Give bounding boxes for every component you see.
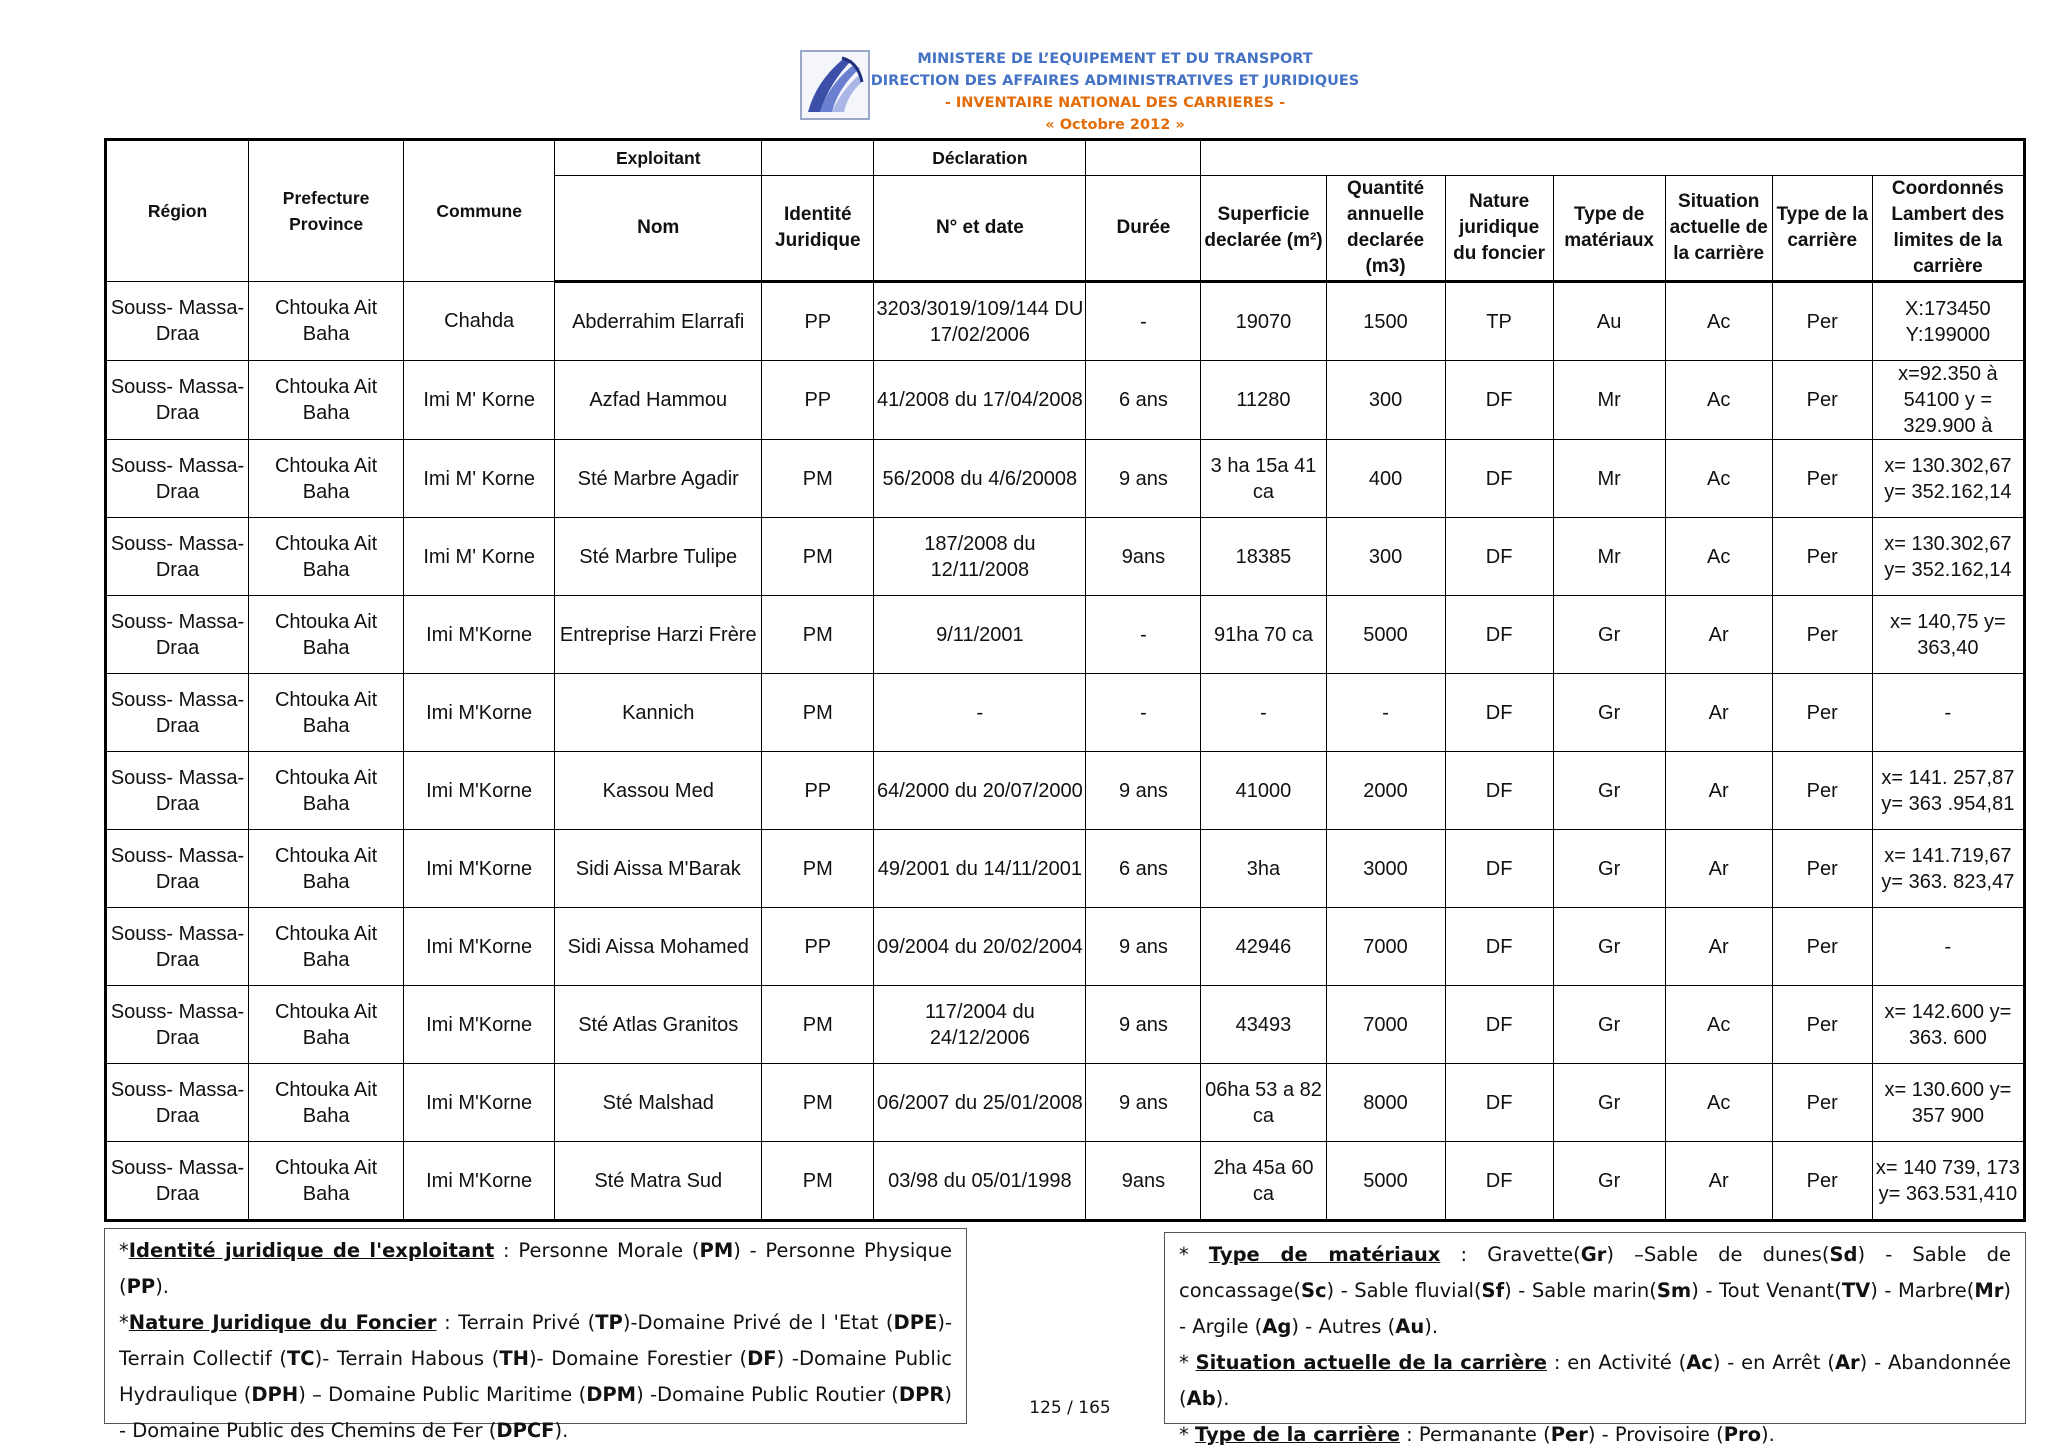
cell-numero: - — [874, 674, 1086, 752]
cell-region: Souss- Massa-Draa — [106, 518, 249, 596]
cell-region: Souss- Massa-Draa — [106, 830, 249, 908]
cell-coord: x= 140,75 y= 363,40 — [1872, 596, 2024, 674]
cell-duree: 9 ans — [1086, 1064, 1201, 1142]
cell-numero: 64/2000 du 20/07/2000 — [874, 752, 1086, 830]
group-empty-2 — [1086, 140, 1201, 176]
legend-materiaux: * Type de matériaux : Gravette(Gr) –Sable de dunes(Sd) - Sable de concassage(Sc) - Sable fluvial(Sf) - Sable marin(Sm) - Tout Venant(TV) - Marbre(Mr) - Argile (Ag) - Autres (Au). — [1179, 1243, 2011, 1338]
cell-numero: 9/11/2001 — [874, 596, 1086, 674]
cell-duree: - — [1086, 674, 1201, 752]
table-row — [106, 752, 2025, 830]
table-row — [106, 1064, 2025, 1142]
cell-duree: 6 ans — [1086, 361, 1201, 440]
cell-coord: x= 140 739, 173 y= 363.531,410 — [1872, 1142, 2024, 1221]
cell-type: Per — [1772, 282, 1872, 361]
table-row — [106, 908, 2025, 986]
cell-numero: 49/2001 du 14/11/2001 — [874, 830, 1086, 908]
cell-region: Souss- Massa-Draa — [106, 1142, 249, 1221]
cell-coord: x= 130.600 y= 357 900 — [1872, 1064, 2024, 1142]
col-superficie: Superficie declarée (m²) — [1201, 176, 1326, 282]
col-identite: Identité Juridique — [762, 176, 874, 282]
legend-identite: *Identité juridique de l'exploitant : Personne Morale (PM) - Personne Physique (PP). — [119, 1239, 952, 1298]
table-row — [106, 986, 2025, 1064]
cell-quantite: 1500 — [1326, 282, 1445, 361]
cell-duree: 9ans — [1086, 518, 1201, 596]
cell-prefecture: Chtouka Ait Baha — [249, 440, 404, 518]
col-commune: Commune — [404, 140, 555, 282]
cell-type: Per — [1772, 440, 1872, 518]
cell-materiaux: Gr — [1553, 830, 1665, 908]
cell-identite: PP — [762, 282, 874, 361]
cell-type: Per — [1772, 674, 1872, 752]
group-declaration: Déclaration — [874, 140, 1086, 176]
cell-nature: TP — [1445, 282, 1553, 361]
cell-nom: Sté Matra Sud — [555, 1142, 762, 1221]
cell-duree: 9 ans — [1086, 440, 1201, 518]
cell-numero: 06/2007 du 25/01/2008 — [874, 1064, 1086, 1142]
cell-duree: 9 ans — [1086, 908, 1201, 986]
cell-type: Per — [1772, 596, 1872, 674]
cell-prefecture: Chtouka Ait Baha — [249, 518, 404, 596]
cell-prefecture: Chtouka Ait Baha — [249, 830, 404, 908]
header-inventory: - INVENTAIRE NATIONAL DES CARRIERES - — [944, 95, 1286, 111]
cell-situation: Ar — [1665, 596, 1772, 674]
cell-quantite: 7000 — [1326, 986, 1445, 1064]
cell-materiaux: Gr — [1553, 1142, 1665, 1221]
cell-commune: Chahda — [404, 282, 555, 361]
cell-coord: - — [1872, 908, 2024, 986]
cell-superficie: 11280 — [1201, 361, 1326, 440]
cell-superficie: 19070 — [1201, 282, 1326, 361]
cell-region: Souss- Massa-Draa — [106, 908, 249, 986]
cell-commune: Imi M'Korne — [404, 1142, 555, 1221]
col-duree: Durée — [1086, 176, 1201, 282]
cell-identite: PM — [762, 596, 874, 674]
legend-situation: * Situation actuelle de la carrière : en Activité (Ac) - en Arrêt (Ar) - Abandonnée (Ab). — [1179, 1351, 2011, 1410]
table-row — [106, 596, 2025, 674]
cell-superficie: - — [1201, 674, 1326, 752]
cell-prefecture: Chtouka Ait Baha — [249, 361, 404, 440]
cell-duree: 9ans — [1086, 1142, 1201, 1221]
cell-commune: Imi M'Korne — [404, 1064, 555, 1142]
group-empty-1 — [762, 140, 874, 176]
cell-identite: PP — [762, 361, 874, 440]
cell-superficie: 42946 — [1201, 908, 1326, 986]
legend-type-carriere: * Type de la carrière : Permanante (Per) - Provisoire (Pro). — [1179, 1423, 1775, 1446]
cell-situation: Ac — [1665, 440, 1772, 518]
cell-nature: DF — [1445, 596, 1553, 674]
cell-region: Souss- Massa-Draa — [106, 1064, 249, 1142]
cell-superficie: 3 ha 15a 41 ca — [1201, 440, 1326, 518]
cell-coord: x= 141. 257,87 y= 363 .954,81 — [1872, 752, 2024, 830]
table-body — [106, 282, 2025, 1221]
cell-type: Per — [1772, 518, 1872, 596]
cell-situation: Ac — [1665, 518, 1772, 596]
cell-nom: Sté Marbre Agadir — [555, 440, 762, 518]
cell-duree: 6 ans — [1086, 830, 1201, 908]
cell-numero: 3203/3019/109/144 DU 17/02/2006 — [874, 282, 1086, 361]
cell-situation: Ac — [1665, 361, 1772, 440]
header-ministry: MINISTERE DE L’EQUIPEMENT ET DU TRANSPORT — [917, 51, 1313, 67]
ministry-logo-icon — [800, 50, 870, 120]
cell-superficie: 06ha 53 a 82 ca — [1201, 1064, 1326, 1142]
cell-duree: - — [1086, 596, 1201, 674]
cell-region: Souss- Massa-Draa — [106, 596, 249, 674]
cell-nom: Sté Malshad — [555, 1064, 762, 1142]
cell-situation: Ac — [1665, 282, 1772, 361]
cell-nom: Azfad Hammou — [555, 361, 762, 440]
cell-type: Per — [1772, 1142, 1872, 1221]
cell-commune: Imi M' Korne — [404, 518, 555, 596]
cell-identite: PP — [762, 908, 874, 986]
table-row — [106, 518, 2025, 596]
cell-commune: Imi M'Korne — [404, 752, 555, 830]
cell-region: Souss- Massa-Draa — [106, 986, 249, 1064]
cell-nature: DF — [1445, 986, 1553, 1064]
cell-prefecture: Chtouka Ait Baha — [249, 674, 404, 752]
legend-right — [1164, 1232, 2026, 1446]
col-prefecture: Prefecture Province — [249, 140, 404, 282]
table-row — [106, 830, 2025, 908]
cell-nom: Kannich — [555, 674, 762, 752]
cell-nom: Abderrahim Elarrafi — [555, 282, 762, 361]
table-row — [106, 282, 2025, 361]
cell-situation: Ar — [1665, 752, 1772, 830]
cell-quantite: 5000 — [1326, 596, 1445, 674]
cell-coord: x=92.350 à 54100 y = 329.900 à — [1872, 361, 2024, 440]
cell-quantite: 300 — [1326, 361, 1445, 440]
col-quantite: Quantité annuelle declarée (m3) — [1326, 176, 1445, 282]
cell-situation: Ar — [1665, 830, 1772, 908]
cell-type: Per — [1772, 752, 1872, 830]
cell-nature: DF — [1445, 674, 1553, 752]
cell-prefecture: Chtouka Ait Baha — [249, 908, 404, 986]
cell-situation: Ar — [1665, 674, 1772, 752]
cell-coord: - — [1872, 674, 2024, 752]
cell-prefecture: Chtouka Ait Baha — [249, 282, 404, 361]
cell-commune: Imi M'Korne — [404, 674, 555, 752]
cell-numero: 56/2008 du 4/6/20008 — [874, 440, 1086, 518]
cell-identite: PM — [762, 830, 874, 908]
cell-nature: DF — [1445, 830, 1553, 908]
cell-materiaux: Gr — [1553, 752, 1665, 830]
col-situation: Situation actuelle de la carrière — [1665, 176, 1772, 282]
cell-commune: Imi M'Korne — [404, 596, 555, 674]
page-number: 125 / 165 — [1029, 1398, 1111, 1418]
cell-identite: PM — [762, 986, 874, 1064]
cell-quantite: 7000 — [1326, 908, 1445, 986]
cell-superficie: 91ha 70 ca — [1201, 596, 1326, 674]
cell-type: Per — [1772, 908, 1872, 986]
cell-numero: 187/2008 du 12/11/2008 — [874, 518, 1086, 596]
cell-coord: x= 130.302,67 y= 352.162,14 — [1872, 518, 2024, 596]
cell-identite: PM — [762, 440, 874, 518]
cell-identite: PM — [762, 518, 874, 596]
col-type-materiaux: Type de matériaux — [1553, 176, 1665, 282]
cell-nature: DF — [1445, 1142, 1553, 1221]
col-nature: Nature juridique du foncier — [1445, 176, 1553, 282]
cell-duree: - — [1086, 282, 1201, 361]
cell-superficie: 2ha 45a 60 ca — [1201, 1142, 1326, 1221]
cell-type: Per — [1772, 830, 1872, 908]
cell-region: Souss- Massa-Draa — [106, 361, 249, 440]
cell-nature: DF — [1445, 752, 1553, 830]
quarry-table — [104, 138, 2026, 1222]
cell-identite: PM — [762, 674, 874, 752]
cell-identite: PM — [762, 1064, 874, 1142]
cell-commune: Imi M'Korne — [404, 908, 555, 986]
cell-quantite: - — [1326, 674, 1445, 752]
cell-quantite: 2000 — [1326, 752, 1445, 830]
cell-materiaux: Gr — [1553, 908, 1665, 986]
cell-quantite: 5000 — [1326, 1142, 1445, 1221]
cell-quantite: 3000 — [1326, 830, 1445, 908]
legend-nature: *Nature Juridique du Foncier : Terrain Privé (TP)-Domaine Privé de l 'Etat (DPE)- Terrain Collectif (TC)- Terrain Habous (TH)- Domaine Forestier (DF) -Domaine Public Hydraulique (DPH) – Domaine Public Maritime (DPM) -Domaine Public Routier (DPR) - Domaine Public des Chemins de Fer (DPCF). — [119, 1311, 952, 1442]
cell-nature: DF — [1445, 1064, 1553, 1142]
cell-region: Souss- Massa-Draa — [106, 752, 249, 830]
cell-superficie: 3ha — [1201, 830, 1326, 908]
col-region: Région — [106, 140, 249, 282]
cell-prefecture: Chtouka Ait Baha — [249, 1142, 404, 1221]
cell-prefecture: Chtouka Ait Baha — [249, 986, 404, 1064]
col-type-carriere: Type de la carrière — [1772, 176, 1872, 282]
cell-region: Souss- Massa-Draa — [106, 282, 249, 361]
cell-superficie: 43493 — [1201, 986, 1326, 1064]
page-header — [800, 46, 1360, 136]
cell-prefecture: Chtouka Ait Baha — [249, 752, 404, 830]
cell-nature: DF — [1445, 440, 1553, 518]
cell-nature: DF — [1445, 361, 1553, 440]
cell-situation: Ar — [1665, 1142, 1772, 1221]
cell-materiaux: Mr — [1553, 361, 1665, 440]
cell-commune: Imi M' Korne — [404, 440, 555, 518]
cell-quantite: 8000 — [1326, 1064, 1445, 1142]
cell-nom: Sidi Aissa M'Barak — [555, 830, 762, 908]
header-date: « Octobre 2012 » — [1045, 117, 1185, 133]
cell-situation: Ac — [1665, 986, 1772, 1064]
cell-materiaux: Gr — [1553, 1064, 1665, 1142]
cell-prefecture: Chtouka Ait Baha — [249, 1064, 404, 1142]
cell-superficie: 18385 — [1201, 518, 1326, 596]
cell-commune: Imi M'Korne — [404, 830, 555, 908]
cell-materiaux: Mr — [1553, 440, 1665, 518]
cell-materiaux: Gr — [1553, 986, 1665, 1064]
cell-type: Per — [1772, 986, 1872, 1064]
cell-numero: 03/98 du 05/01/1998 — [874, 1142, 1086, 1221]
legend-left — [104, 1228, 967, 1442]
cell-type: Per — [1772, 1064, 1872, 1142]
cell-nom: Sté Marbre Tulipe — [555, 518, 762, 596]
cell-coord: x= 142.600 y= 363. 600 — [1872, 986, 2024, 1064]
cell-prefecture: Chtouka Ait Baha — [249, 596, 404, 674]
cell-numero: 09/2004 du 20/02/2004 — [874, 908, 1086, 986]
cell-quantite: 300 — [1326, 518, 1445, 596]
group-header-row — [106, 140, 2025, 176]
cell-materiaux: Au — [1553, 282, 1665, 361]
table-row — [106, 361, 2025, 440]
group-empty-3 — [1201, 140, 2025, 176]
cell-situation: Ar — [1665, 908, 1772, 986]
cell-type: Per — [1772, 361, 1872, 440]
cell-superficie: 41000 — [1201, 752, 1326, 830]
cell-materiaux: Gr — [1553, 674, 1665, 752]
table-row — [106, 440, 2025, 518]
cell-situation: Ac — [1665, 1064, 1772, 1142]
cell-nom: Sidi Aissa Mohamed — [555, 908, 762, 986]
cell-region: Souss- Massa-Draa — [106, 674, 249, 752]
cell-quantite: 400 — [1326, 440, 1445, 518]
cell-coord: X:173450 Y:199000 — [1872, 282, 2024, 361]
cell-nature: DF — [1445, 908, 1553, 986]
cell-materiaux: Mr — [1553, 518, 1665, 596]
cell-duree: 9 ans — [1086, 986, 1201, 1064]
cell-commune: Imi M' Korne — [404, 361, 555, 440]
cell-coord: x= 141.719,67 y= 363. 823,47 — [1872, 830, 2024, 908]
cell-region: Souss- Massa-Draa — [106, 440, 249, 518]
col-nom: Nom — [555, 176, 762, 282]
cell-numero: 117/2004 du 24/12/2006 — [874, 986, 1086, 1064]
cell-duree: 9 ans — [1086, 752, 1201, 830]
group-exploitant: Exploitant — [555, 140, 762, 176]
cell-nom: Kassou Med — [555, 752, 762, 830]
cell-nom: Sté Atlas Granitos — [555, 986, 762, 1064]
cell-materiaux: Gr — [1553, 596, 1665, 674]
cell-numero: 41/2008 du 17/04/2008 — [874, 361, 1086, 440]
col-coordonnees: Coordonnés Lambert des limites de la carrière — [1872, 176, 2024, 282]
cell-commune: Imi M'Korne — [404, 986, 555, 1064]
cell-nom: Entreprise Harzi Frère — [555, 596, 762, 674]
cell-coord: x= 130.302,67 y= 352.162,14 — [1872, 440, 2024, 518]
cell-identite: PP — [762, 752, 874, 830]
table-row — [106, 1142, 2025, 1221]
cell-identite: PM — [762, 1142, 874, 1221]
cell-nature: DF — [1445, 518, 1553, 596]
table-row — [106, 674, 2025, 752]
header-direction: DIRECTION DES AFFAIRES ADMINISTRATIVES ET JURIDIQUES — [870, 73, 1360, 89]
col-numero: N° et date — [874, 176, 1086, 282]
